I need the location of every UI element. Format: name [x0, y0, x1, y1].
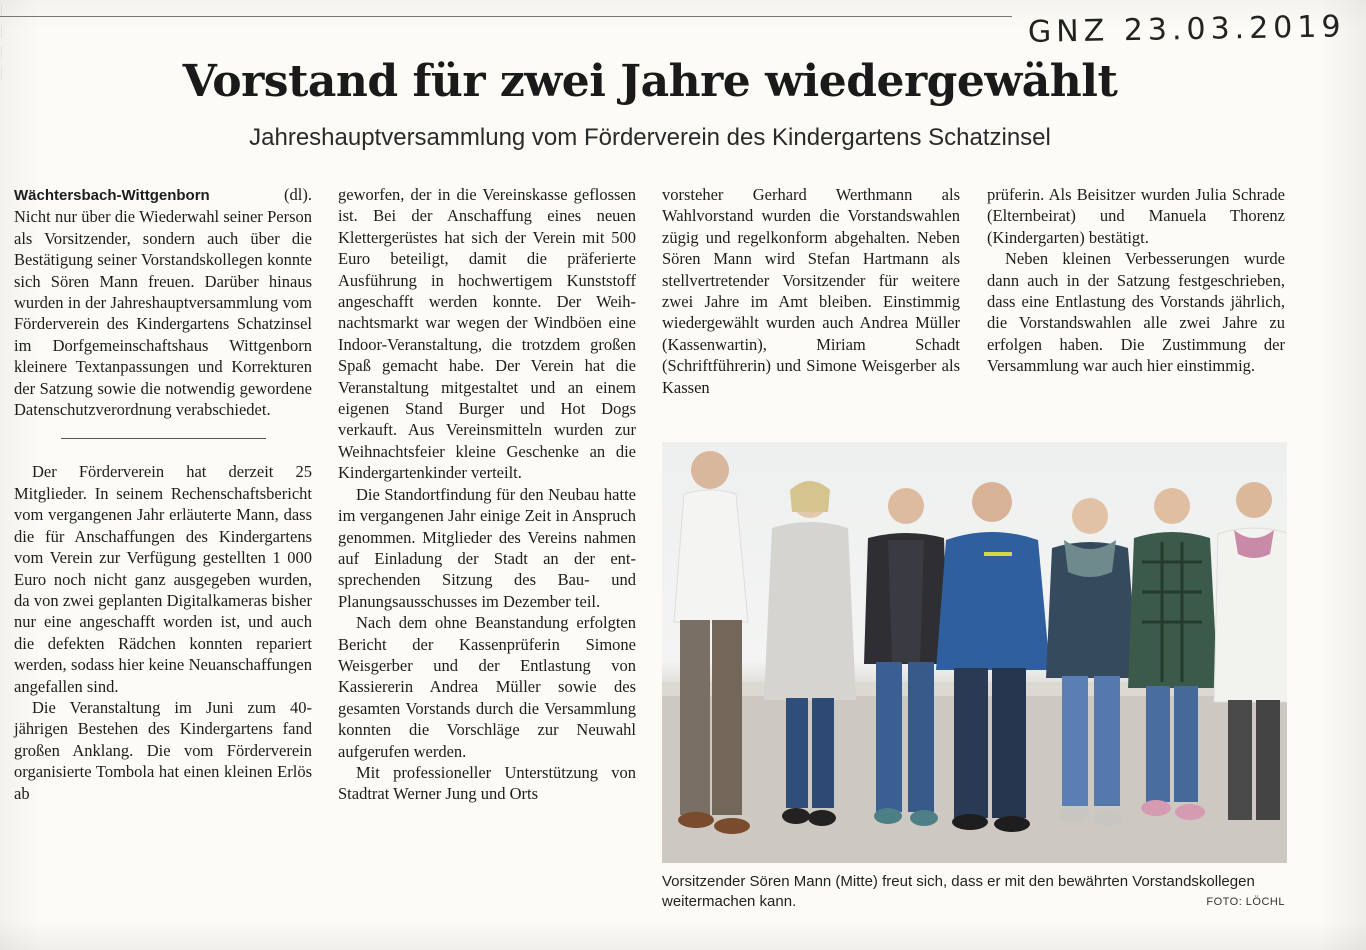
- article-column-1: [14, 184, 312, 804]
- bleed-through-texture: | | | |: [0, 2, 4, 81]
- top-rule: [0, 16, 1012, 17]
- body-paragraph: Die Veranstaltung im Juni zum 40-jährigen Bestehen des Kindergartens fand großen Anklang. Die vom Förderverein organisierte Tombola hat einen kleinen Erlös ab: [14, 697, 312, 803]
- article-column-4: [987, 184, 1285, 377]
- handwritten-date-note: GNZ 23.03.2019: [1027, 9, 1346, 50]
- headline: Vorstand für zwei Jahre wiedergewählt: [182, 56, 1118, 107]
- body-paragraph: Nach dem ohne Beanstandung erfolgten Bericht der Kassenprüferin Simone Weisgerber und der Entlastung von Kassiererin Andrea Müller sowie des gesamten Vorstands durch die Versammlung konnten die Vorschläge zur Neuwahl aufgerufen werden.: [338, 613, 636, 761]
- author-tag: (dl).: [284, 185, 312, 204]
- body-paragraph: vorsteher Gerhard Werthmann als Wahlvorstand wurden die Vorstandswahlen zügig und regelkonform abgehalten. Neben Sören Mann wird Stefan Hartmann als stellvertretender Vorsitzender für weitere zwei Jahre im Amt bleiben. Einstimmig wiedergewählt wurden auch Andrea Müller (Kassenwartin), Miriam Schadt (Schriftführerin) und Simone Weisgerber als Kassen: [662, 185, 960, 397]
- group-photo: [662, 442, 1287, 863]
- body-paragraph: Neben kleinen Verbesserungen wurde dann auch in der Satzung festgeschrieben, dass eine Entlastung des Vorstands jährlich, die Vorstandswahlen alle zwei Jahre zu erfolgen haben. Die Zustimmung der Versammlung war auch hier einstimmig.: [987, 249, 1285, 376]
- body-paragraph: geworfen, der in die Vereinskasse geflossen ist. Bei der Anschaffung eines neuen Klettergerüstes hat sich der Verein mit 500 Euro beteiligt, damit die präferierte Ausführung in hochwertigem Kunststoff angeschafft werden konnte. Der Weihnachtsmarkt war wegen der Windböen eine Indoor-Veranstaltung, die trotzdem großen Spaß gemacht habe. Der Verein hat die Veranstaltung mitgestaltet und an einem eigenen Stand Burger und Hot Dogs verkauft. Aus Vereinsmitteln wurden zur Weihnachtsfeier kleine Geschenke an die Kindergartenkinder verteilt.: [338, 185, 636, 483]
- lead-paragraph: [14, 184, 312, 420]
- dateline: Wächtersbach-Wittgenborn: [14, 187, 210, 204]
- section-divider: [61, 438, 266, 439]
- body-paragraph: Mit professioneller Unterstützung von Stadtrat Werner Jung und Orts: [338, 762, 636, 804]
- article-column-3: [662, 184, 960, 398]
- article-column-2: [338, 184, 636, 805]
- photo-caption: Vorsitzender Sören Mann (Mitte) freut sich, dass er mit den bewährten Vorstandskollegen weitermachen kann.: [662, 873, 1255, 910]
- lead-text: Nicht nur über die Wiederwahl seiner Person als Vorsitzender, sondern auch über die Bestätigung seiner Vorstandskollegen konnte sich Sören Mann freuen. Darüber hinaus wurden in der Jahreshauptversammlung vom Förderverein des Kindergartens Schatzinsel im Dorfgemeinschaftshaus Wittgenborn kleinere Textanpassungen und Korrekturen der Satzung sowie die notwendig gewordene Datenschutzverordnung verabschiedet.: [14, 207, 312, 420]
- body-paragraph: Der Förderverein hat derzeit 25 Mitglieder. In seinem Rechenschaftsbericht vom vergangenen Jahr erläuterte Mann, dass die für Anschaffungen des Kindergartens vom Verein zur Verfügung gestellten 1 000 Euro noch nicht ganz ausgegeben wurden, da von zwei geplanten Digitalkameras bisher nur eine angeschafft worden ist, und auch die defekten Rädchen konnten repariert werden, sodass hier keine Neuanschaffungen angefallen sind.: [14, 462, 312, 696]
- group-photo-illustration: [662, 442, 1287, 863]
- person-1: [674, 451, 750, 834]
- body-paragraph: prüferin. Als Beisitzer wurden Julia Schrade (Elternbeirat) und Manuela Thorenz (Kindergarten) bestätigt.: [987, 185, 1285, 247]
- photo-credit: FOTO: LÖCHL: [1206, 896, 1285, 908]
- body-paragraph: Die Standortfindung für den Neubau hatte im vergangenen Jahr einige Zeit in Anspruch genommen. Mitglieder des Vereins nahmen auf Einladung der Stadt an der entsprechenden Sitzung des Bau- und Planungsausschusses im Dezember teil.: [338, 484, 636, 611]
- subheadline: Jahreshauptversammlung vom Förderverein des Kindergartens Schatzinsel: [249, 124, 1051, 151]
